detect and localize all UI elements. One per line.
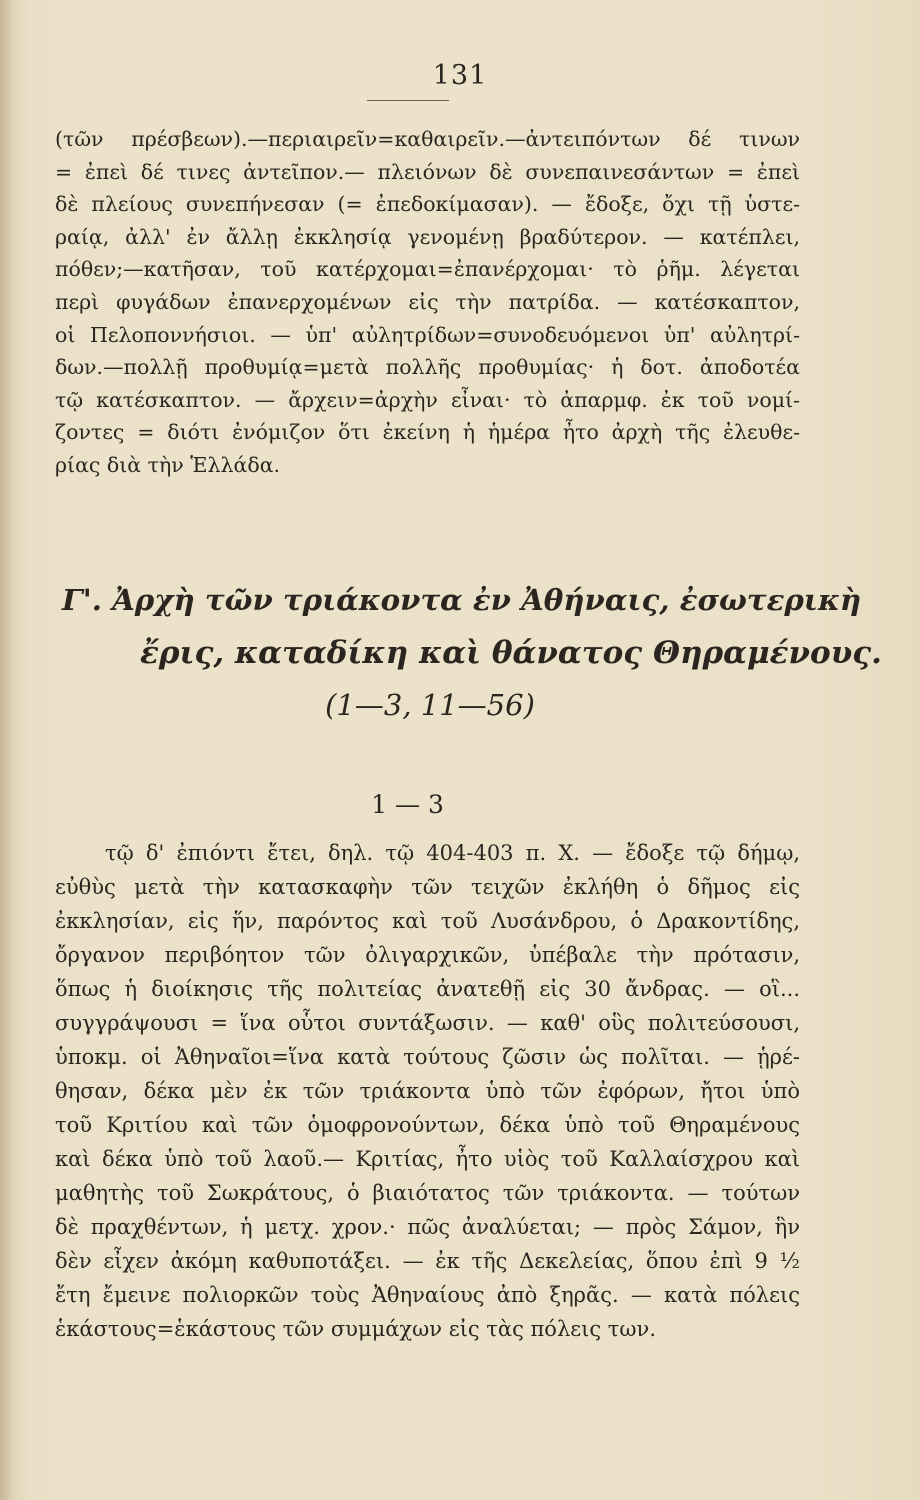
note-line: ἑκάστους=ἑκάστους τῶν συμμάχων εἰς τὰς πόλεις των. [55, 1317, 656, 1341]
page-number: 131 [432, 60, 488, 91]
note-line: ρίας διὰ τὴν Ἑλλάδα. [55, 452, 281, 477]
note-line: δὲ πραχθέντων, ἡ μετχ. χρον.· πῶς ἀναλύεται; — πρὸς Σάμον, ἣν [55, 1215, 800, 1239]
note-line: πόθεν;—κατῆσαν, τοῦ κατέρχομαι=ἐπανέρχομαι· τὸ ῥῆμ. λέγεται [55, 257, 800, 282]
note-line: δων.—πολλῇ προθυμίᾳ=μετὰ πολλῆς προθυμίας· ἡ δοτ. ἀποδοτέα [55, 355, 800, 380]
section-heading-line-2: ἔρις, καταδίκη καὶ θάνατος Θηραμένους. [140, 635, 882, 671]
note-line: (τῶν πρέσβεων).—περιαιρεῖν=καθαιρεῖν.—ἀντειπόντων δέ τινων [55, 127, 800, 151]
note-line: ὅπως ἡ διοίκησις τῆς πολιτείας ἀνατεθῇ εἰς 30 ἄνδρας. — οἳ... [55, 977, 800, 1001]
note-line: = ἐπεὶ δέ τινες ἀντεῖπον.— πλειόνων δὲ συνεπαινεσάντων = ἐπεὶ [55, 159, 800, 184]
note-line: συγγράψουσι = ἵνα οὗτοι συντάξωσιν. — καθ' οὓς πολιτεύσουσι, [55, 1011, 800, 1035]
section-heading-line-1: Γ'. Ἀρχὴ τῶν τριάκοντα ἐν Ἀθήναις, ἐσωτερικὴ [62, 583, 862, 617]
note-line: τῷ κατέσκαπτον. — ἄρχειν=ἀρχὴν εἶναι· τὸ ἀπαρμφ. ἐκ τοῦ νομί- [55, 387, 800, 412]
section-chapter-range: (1—3, 11—56) [325, 688, 535, 722]
note-line: οἱ Πελοποννήσιοι. — ὑπ' αὐλητρίδων=συνοδευόμενοι ὑπ' αὐλητρί- [55, 322, 800, 347]
page-spine-shadow [0, 0, 12, 1500]
note-line: εὐθὺς μετὰ τὴν κατασκαφὴν τῶν τειχῶν ἐκλήθη ὁ δῆμος εἰς [55, 875, 800, 899]
note-line: περὶ φυγάδων ἐπανερχομένων εἰς τὴν πατρίδα. — κατέσκαπτον, [55, 289, 800, 314]
note-line: δὲν εἶχεν ἀκόμη καθυποτάξει. — ἐκ τῆς Δεκελείας, ὅπου ἐπὶ 9 ½ [55, 1249, 800, 1273]
note-line: μαθητὴς τοῦ Σωκράτους, ὁ βιαιότατος τῶν τριάκοντα. — τούτων [55, 1181, 800, 1205]
note-line: δὲ πλείους συνεπήνεσαν (= ἐπεδοκίμασαν). — ἔδοξε, ὄχι τῇ ὑστε- [55, 192, 800, 217]
note-line: τῷ δ' ἐπιόντι ἔτει, δηλ. τῷ 404-403 π. Χ. — ἔδοξε τῷ δήμῳ, [105, 841, 800, 865]
note-line: ζοντες = διότι ἐνόμιζον ὅτι ἐκείνη ἡ ἡμέρα ἦτο ἀρχὴ τῆς ἐλευθε- [55, 420, 800, 445]
note-line: ὄργανον περιβόητον τῶν ὀλιγαρχικῶν, ὑπέβαλε τὴν πρότασιν, [55, 943, 800, 967]
commentary-notes-top [55, 123, 800, 482]
subsection-range: 1 — 3 [371, 790, 444, 819]
note-line: ἔτη ἔμεινε πολιορκῶν τοὺς Ἀθηναίους ἀπὸ ξηρᾶς. — κατὰ πόλεις [55, 1283, 800, 1307]
note-line: ὑποκμ. οἱ Ἀθηναῖοι=ἵνα κατὰ τούτους ζῶσιν ὡς πολῖται. — ᾑρέ- [55, 1045, 800, 1069]
note-line: ραίᾳ, ἀλλ' ἐν ἄλλῃ ἐκκλησίᾳ γενομένῃ βραδύτερον. — κατέπλει, [55, 224, 800, 249]
commentary-notes-bottom [55, 836, 800, 1346]
note-line: τοῦ Κριτίου καὶ τῶν ὁμοφρονούντων, δέκα ὑπὸ τοῦ Θηραμένους [55, 1113, 800, 1137]
note-line: καὶ δέκα ὑπὸ τοῦ λαοῦ.— Κριτίας, ἦτο υἱὸς τοῦ Καλλαίσχρου καὶ [55, 1147, 800, 1171]
page-number-rule [367, 100, 449, 101]
note-line: θησαν, δέκα μὲν ἐκ τῶν τριάκοντα ὑπὸ τῶν ἐφόρων, ἤτοι ὑπὸ [55, 1079, 800, 1103]
note-line: ἐκκλησίαν, εἰς ἥν, παρόντος καὶ τοῦ Λυσάνδρου, ὁ Δρακοντίδης, [55, 909, 800, 933]
